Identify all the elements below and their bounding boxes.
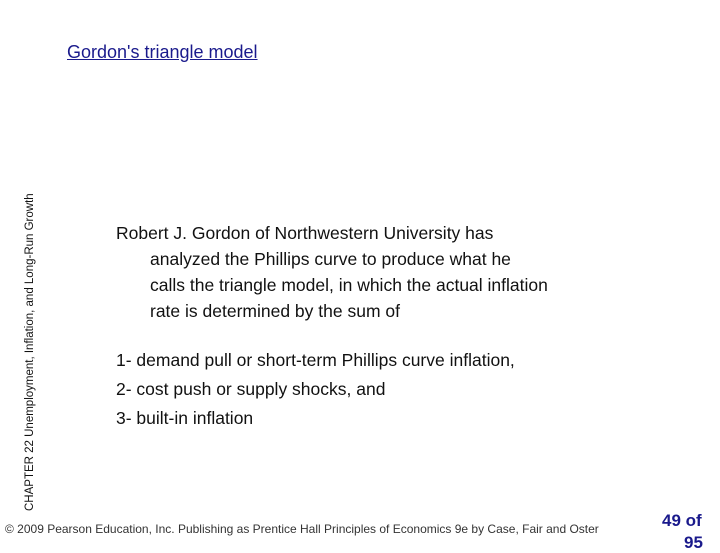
intro-line: calls the triangle model, in which the actual inflation — [150, 275, 548, 295]
page-total: 95 — [684, 533, 703, 552]
list-item: 2- cost push or supply shocks, and — [116, 379, 386, 399]
list-item: 1- demand pull or short-term Phillips curve inflation, — [116, 350, 515, 370]
intro-line: rate is determined by the sum of — [150, 301, 400, 321]
page-current: 49 of — [662, 511, 702, 530]
intro-line: analyzed the Phillips curve to produce what he — [150, 249, 511, 269]
list-item: 3- built-in inflation — [116, 408, 254, 428]
chapter-side-label: CHAPTER 22 Unemployment, Inflation, and Long-Run Growth — [24, 193, 36, 511]
page-number — [662, 511, 703, 552]
copyright-footer: © 2009 Pearson Education, Inc. Publishing as Prentice Hall Principles of Economics 9e by Case, Fair and Oster — [5, 522, 599, 536]
intro-line: Robert J. Gordon of Northwestern University has — [116, 223, 494, 243]
intro-paragraph — [116, 220, 616, 324]
slide-title: Gordon's triangle model — [67, 42, 258, 62]
inflation-components-list — [116, 346, 656, 433]
